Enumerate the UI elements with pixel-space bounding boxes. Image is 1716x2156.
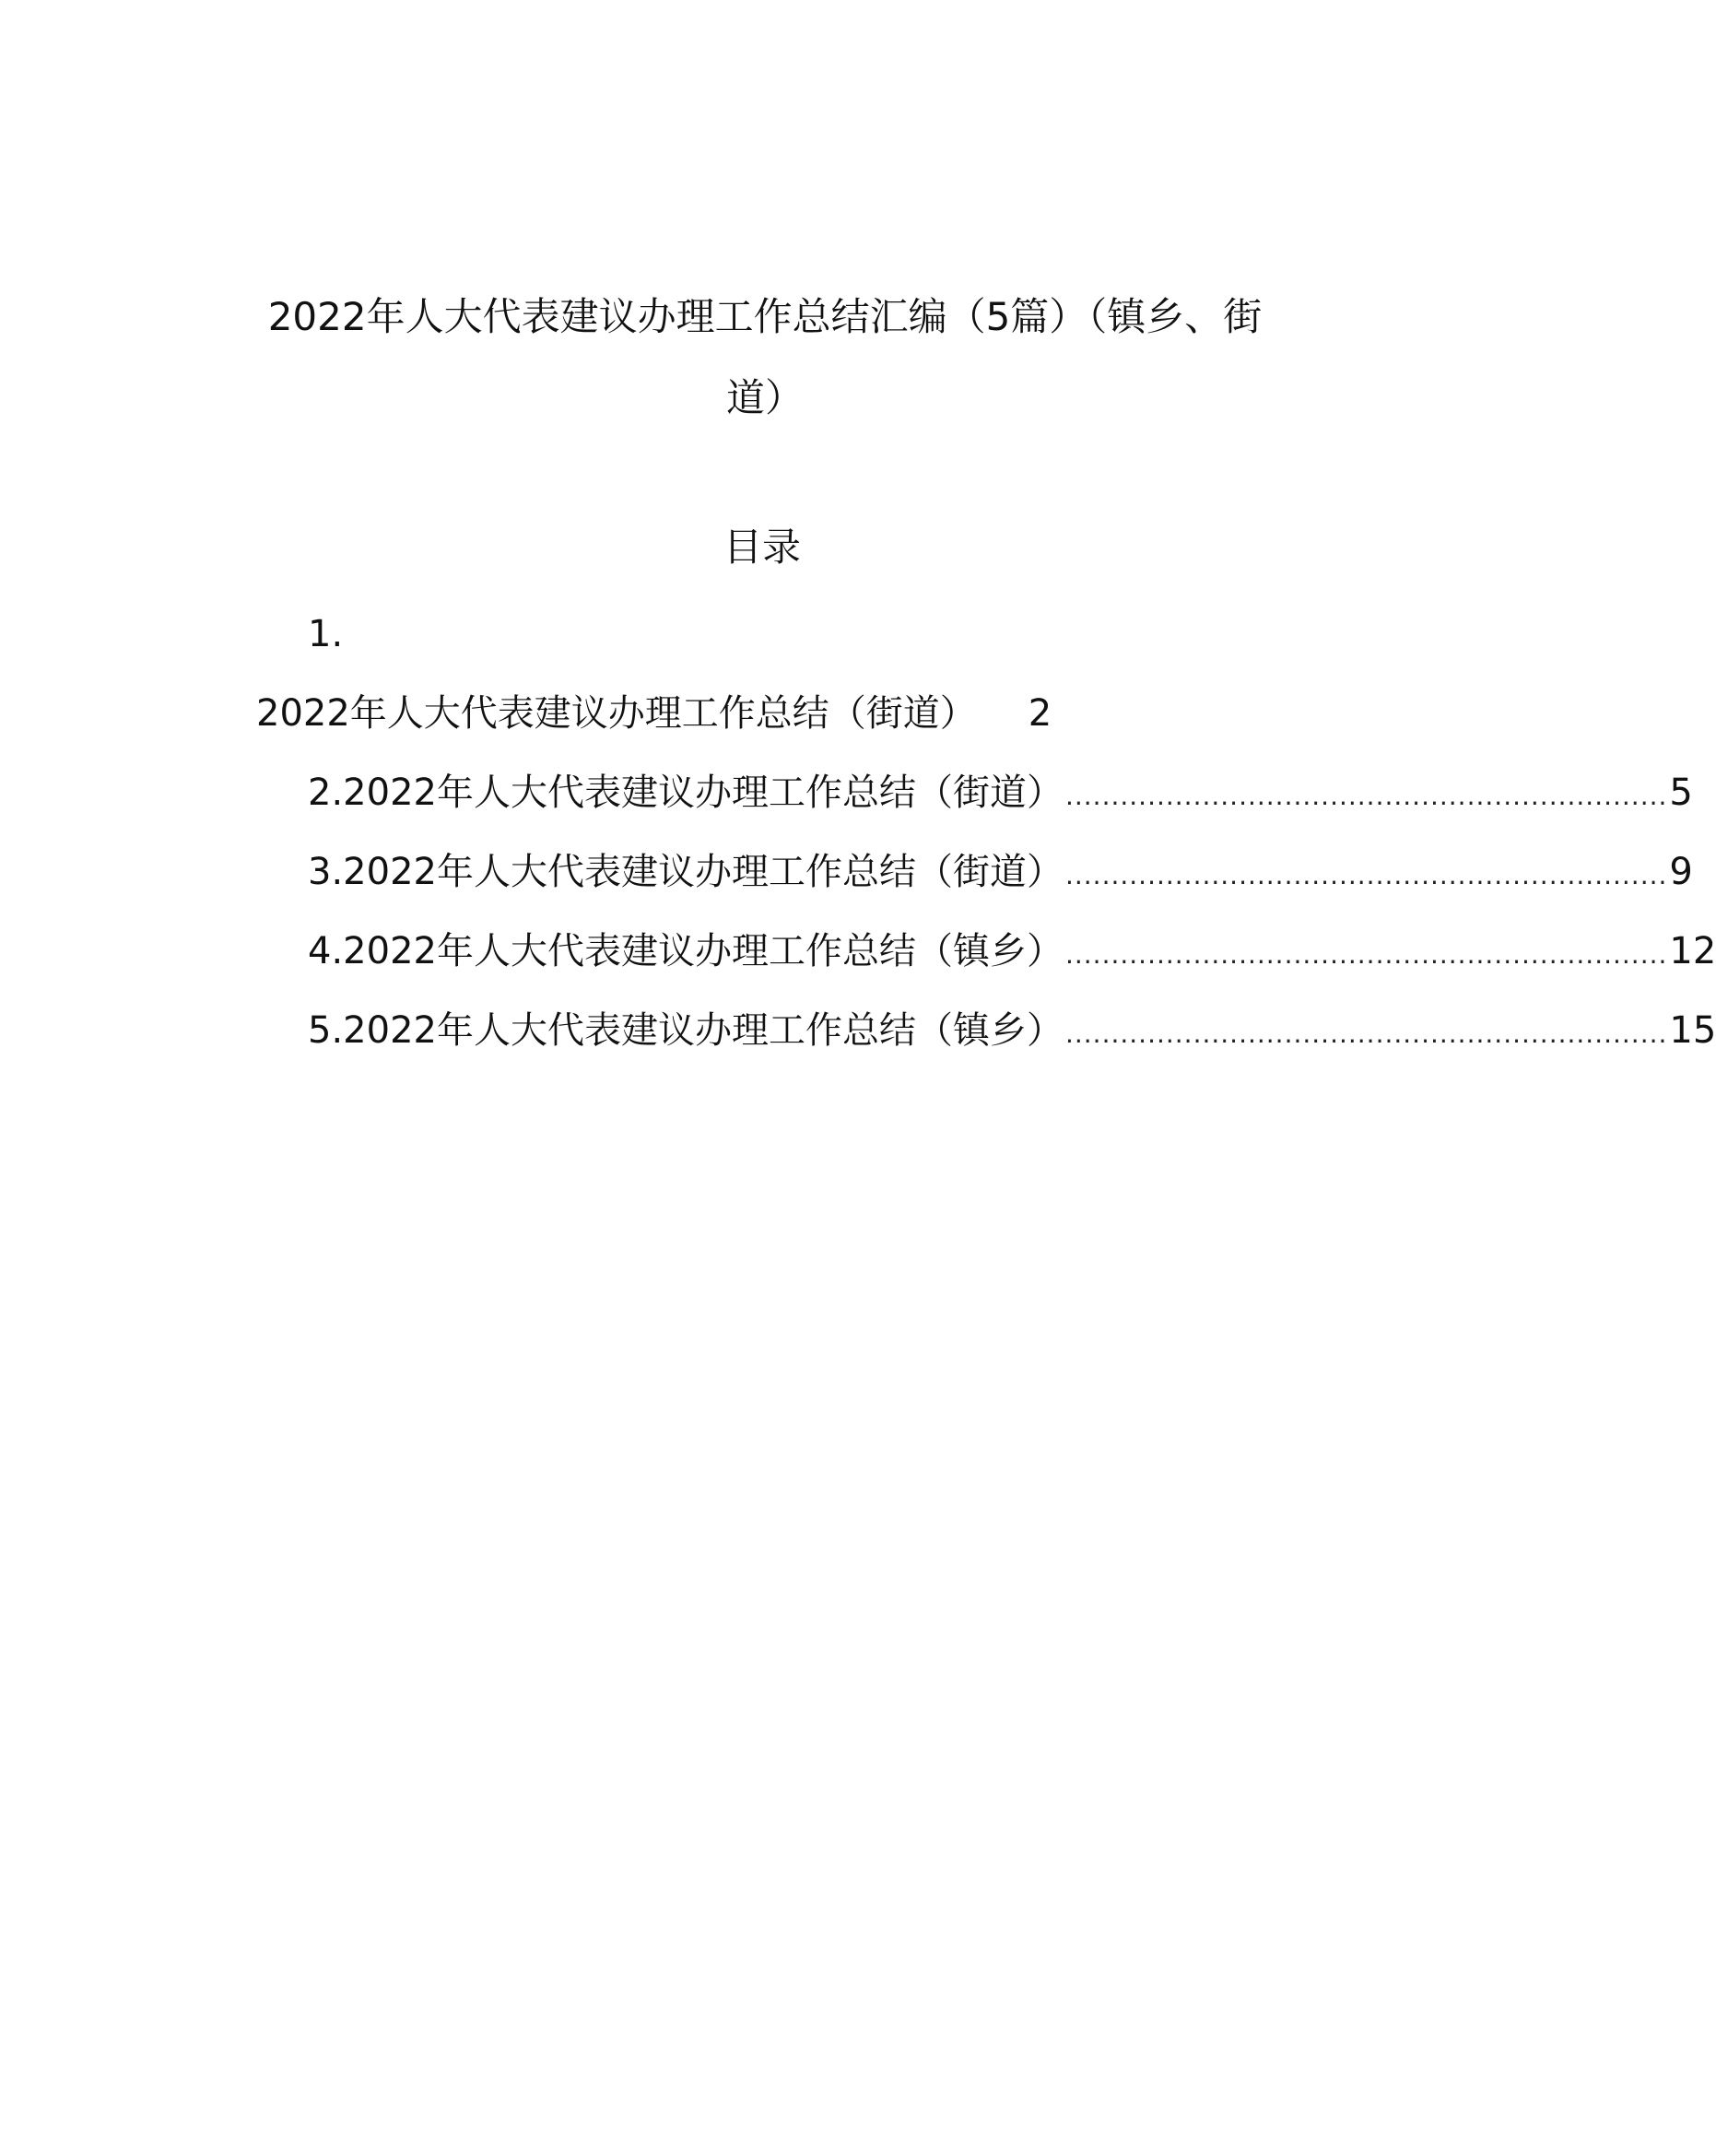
toc-entry-5[interactable] bbox=[308, 1005, 1716, 1060]
toc-entry-page: 9 bbox=[1669, 851, 1693, 893]
toc-entry-label: 2022年人大代表建议办理工作总结（街道） bbox=[256, 692, 977, 735]
toc-entry-label: 2022年人大代表建议办理工作总结（镇乡） bbox=[343, 930, 1064, 972]
toc-entry-number: 2. bbox=[308, 772, 344, 814]
toc-entry-label: 2022年人大代表建议办理工作总结（街道） bbox=[343, 772, 1064, 814]
toc-entry-page: 12 bbox=[1669, 930, 1716, 972]
toc-entry-3[interactable] bbox=[308, 846, 1693, 901]
document-title: 2022年人大代表建议办理工作总结汇编（5篇）（镇乡、街道） bbox=[267, 294, 1263, 420]
toc-entry-page: 15 bbox=[1669, 1009, 1716, 1052]
toc-entry-2[interactable] bbox=[308, 767, 1693, 822]
toc-entry-number: 4. bbox=[308, 930, 344, 972]
toc-entry-page: 5 bbox=[1669, 772, 1693, 814]
toc-leader-dots: .................................................................. bbox=[1064, 781, 1668, 811]
toc-entry-label: 2022年人大代表建议办理工作总结（街道） bbox=[343, 851, 1064, 893]
toc-heading: 目录 bbox=[723, 524, 801, 570]
toc-entry-4[interactable] bbox=[308, 925, 1716, 981]
toc-leader-dots: .................................................................. bbox=[1064, 860, 1668, 890]
toc-leader-dots: .................................................................. bbox=[1064, 939, 1668, 970]
toc-entry-label: 2022年人大代表建议办理工作总结（镇乡） bbox=[343, 1009, 1064, 1052]
toc-entry-number: 5. bbox=[308, 1009, 344, 1052]
toc-entry-1[interactable] bbox=[256, 688, 1052, 739]
toc-entry-number: 3. bbox=[308, 851, 344, 893]
toc-leader-dots: .................................................................. bbox=[1064, 1019, 1668, 1049]
toc-entry-1-number[interactable]: 1. bbox=[308, 613, 344, 655]
toc-entry-page: 2 bbox=[1028, 692, 1052, 735]
